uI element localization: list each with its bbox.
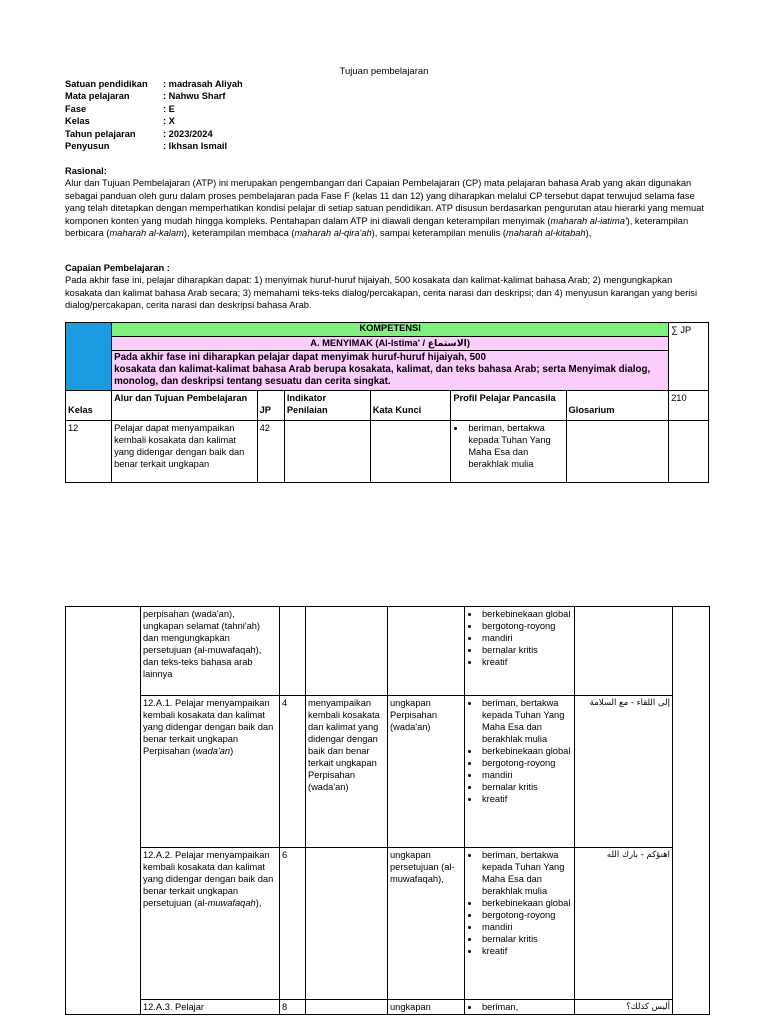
cp-statement: [112, 351, 669, 391]
rasional-text-part: ), keterampilan berbicara (: [65, 215, 689, 239]
cell-glosarium: إلى اللقاء - مع السلامة: [575, 696, 673, 848]
meta-key: Fase: [65, 103, 87, 114]
blue-marker-cell: [66, 323, 112, 391]
total-jp: 210: [669, 390, 709, 420]
rasional-text-part: Alur dan Tujuan Pembelajaran (ATP) ini merupakan pengembangan dari Capaian Pembelajaran (CP) mata pelajaran bahasa Arab yang akan digunakan sebagai panduan oleh guru dalam proses pembelajaran pada Fase F (kelas 11 dan 12) yang diharapkan melalui CP tersebut dapat terwujud selama fase yang telah ditetapkan dengan memperhatikan kondisi pelajar di setiap satuan pendidikan. ATP disusun berdasarkan pengurutan atau hierarki yang memuat komponen konten yang mudah hingga kompleks. Pentahapan dalam ATP ini diawali dengan keterampilan menyimak (: [65, 178, 704, 226]
rasional-section: [65, 165, 705, 239]
meta-row: [65, 90, 243, 102]
profil-item: • beriman, bertakwa kepada Tuhan Yang Maha Esa dan berakhlak mulia: [480, 697, 572, 745]
kompetensi-header: KOMPETENSI: [112, 323, 669, 337]
alur-text: 12.A.2. Pelajar menyampaikan kembali kosakata dan kalimat yang didengar dengan baik dan benar terkait ungkapan persetujuan (al-: [143, 850, 274, 908]
cell-kata-kunci: ungkapan persetujuan (al-muwafaqah),: [388, 848, 465, 1000]
col-header-glosarium: Glosarium: [566, 390, 669, 420]
cell-alur: [141, 848, 280, 1000]
meta-key: Tahun pelajaran: [65, 128, 136, 139]
col-header-indikator: Indikator Penilaian: [284, 390, 370, 420]
cell-glosarium: [566, 420, 669, 482]
col-header-profil: Profil Pelajar Pancasila: [451, 390, 566, 420]
rasional-text-part: ), keterampilan membaca (: [183, 228, 295, 239]
cell-indikator: [306, 1000, 388, 1015]
cell-jp: 6: [280, 848, 306, 1000]
meta-key: Penyusun: [65, 140, 110, 151]
profil-item: • berkebinekaan global: [480, 608, 572, 620]
cell-alur: [141, 696, 280, 848]
cell-jp: 8: [280, 1000, 306, 1015]
cell-indikator: menyampaikan kembali kosakata dan kalimat yang didengar dengan baik dan benar terkait ungkapan Perpisahan (wada'an): [306, 696, 388, 848]
profil-item: • kreatif: [480, 656, 572, 668]
rasional-term: maharah al-kitabah: [506, 228, 586, 239]
cell-profil: [465, 1000, 575, 1015]
profil-item: • bernalar kritis: [480, 933, 572, 945]
profil-item: • bergotong-royong: [480, 757, 572, 769]
profil-item: • bernalar kritis: [480, 781, 572, 793]
profil-item: • bergotong-royong: [480, 909, 572, 921]
meta-row: [65, 103, 243, 115]
cell-alur: perpisahan (wada'an), ungkapan selamat (tahni'ah) dan mengungkapkan persetujuan (al-muwafaqah), dan teks-teks bahasa arab lainnya: [141, 607, 280, 696]
cell-kata-kunci: [388, 607, 465, 696]
meta-block: [65, 78, 243, 152]
cell-alur: Pelajar dapat menyampaikan kembali kosakata dan kalimat yang didengar dengan baik dan benar terkait ungkapan: [112, 420, 258, 482]
cp-line: kosakata dan kalimat-kalimat bahasa Arab berupa kosakata, kalimat, dan teks bahasa Arab; serta Menyimak dialog,: [114, 364, 651, 376]
rasional-text-part: ), sampai keterampilan menulis (: [371, 228, 507, 239]
cell-jp: [280, 607, 306, 696]
profil-item: • beriman, bertakwa kepada Tuhan Yang Maha Esa dan berakhlak mulia: [480, 849, 572, 897]
cell-glosarium: [575, 607, 673, 696]
rasional-heading: Rasional:: [65, 166, 107, 176]
rasional-term: maharah al-iatima': [550, 215, 627, 226]
profil-item: • beriman, bertakwa kepada Tuhan Yang Maha Esa dan berakhlak mulia: [466, 422, 563, 470]
rasional-text-part: ),: [585, 228, 592, 239]
meta-value: : 2023/2024: [163, 128, 213, 139]
profil-item: • bergotong-royong: [480, 620, 572, 632]
capaian-text: Pada akhir fase ini, pelajar diharapkan dapat: 1) menyimak huruf-huruf hijaiyah, 500 kosakata dan kalimat-kalimat bahasa Arab; 2) mengungkapkan kosakata dan kalimat bahasa Arab secara; 3) memahami teks-teks dialog/percakapan, cerita narasi dan deskripsi; dan 4) menyusun karangan yang berisi dialog/percakapan, cerita narasi dan deskripsi bahasa Arab.: [65, 275, 698, 311]
meta-row: [65, 115, 243, 127]
meta-row: [65, 140, 243, 152]
profil-item: • mandiri: [480, 632, 572, 644]
alur-text: ): [230, 746, 234, 756]
alur-term: muwafaqah: [207, 898, 256, 908]
cell-indikator: [306, 607, 388, 696]
sum-jp-header: ∑ JP: [669, 323, 709, 391]
cell-kata-kunci: ungkapan Perpisahan (wada'an): [388, 696, 465, 848]
atp-continuation-table: [65, 606, 710, 1015]
cell-total: [673, 607, 710, 1015]
cp-line: Pada akhir fase ini diharapkan pelajar dapat menyimak huruf-huruf hijaiyah, 500: [114, 352, 486, 363]
profil-item: • mandiri: [480, 921, 572, 933]
rasional-text: [65, 177, 705, 239]
capaian-heading: Capaian Pembelajaran :: [65, 263, 170, 273]
profil-item: • kreatif: [480, 793, 572, 805]
cell-alur: 12.A.3. Pelajar: [141, 1000, 280, 1015]
cell-glosarium: أليس كذلك؟: [575, 1000, 673, 1015]
cell-kata-kunci: ungkapan: [388, 1000, 465, 1015]
alur-text: ),: [255, 898, 262, 908]
cell-profil: [465, 607, 575, 696]
kompetensi-table: [65, 322, 709, 483]
profil-item: • beriman,: [480, 1001, 572, 1013]
alur-text: 12.A.1. Pelajar menyampaikan kembali kosakata dan kalimat yang didengar dengan baik dan benar terkait ungkapan Perpisahan (: [143, 698, 274, 756]
page-title: Tujuan pembelajaran: [339, 66, 429, 77]
col-header-jp: JP: [257, 390, 284, 420]
cell-indikator: [306, 848, 388, 1000]
profil-item: • berkebinekaan global: [480, 745, 572, 757]
cell-glosarium: اهنؤكم - بارك الله: [575, 848, 673, 1000]
meta-value: : Nahwu Sharf: [163, 91, 226, 102]
menyimak-header: A. MENYIMAK (Al-Istima' / الاستماع): [112, 337, 669, 351]
cell-kata-kunci: [370, 420, 451, 482]
cell-kelas: 12: [66, 420, 112, 482]
meta-value: : E: [163, 103, 175, 114]
profil-item: • mandiri: [480, 769, 572, 781]
cell-profil: [465, 696, 575, 848]
cp-line: monolog, dan deskripsi tentang sesuatu dan cerita singkat.: [114, 376, 391, 388]
rasional-term: maharah al-kalam: [109, 228, 184, 239]
profil-item: • berkebinekaan global: [480, 897, 572, 909]
meta-value: : X: [163, 116, 175, 127]
cell-profil: [451, 420, 566, 482]
meta-row: [65, 128, 243, 140]
meta-key: Satuan pendidikan: [65, 79, 148, 89]
cell-kelas: [66, 607, 141, 1015]
cell-profil: [465, 848, 575, 1000]
cell-jp: 4: [280, 696, 306, 848]
cell-indikator: [284, 420, 370, 482]
cell-jp: 42: [257, 420, 284, 482]
meta-key: Mata pelajaran: [65, 91, 130, 102]
meta-row: [65, 78, 243, 90]
alur-term: wada'an: [195, 746, 231, 756]
capaian-section: [65, 262, 705, 312]
col-header-kelas: Kelas: [66, 390, 112, 420]
profil-item: • bernalar kritis: [480, 644, 572, 656]
cell-total: [669, 420, 709, 482]
rasional-term: maharah al-qira'ah: [294, 228, 372, 239]
meta-key: Kelas: [65, 116, 90, 127]
meta-value: : madrasah Aliyah: [163, 79, 243, 89]
meta-value: : Ikhsan Ismail: [163, 140, 228, 151]
col-header-alur: Alur dan Tujuan Pembelajaran: [112, 390, 258, 420]
profil-item: • kreatif: [480, 945, 572, 957]
col-header-kata-kunci: Kata Kunci: [370, 390, 451, 420]
